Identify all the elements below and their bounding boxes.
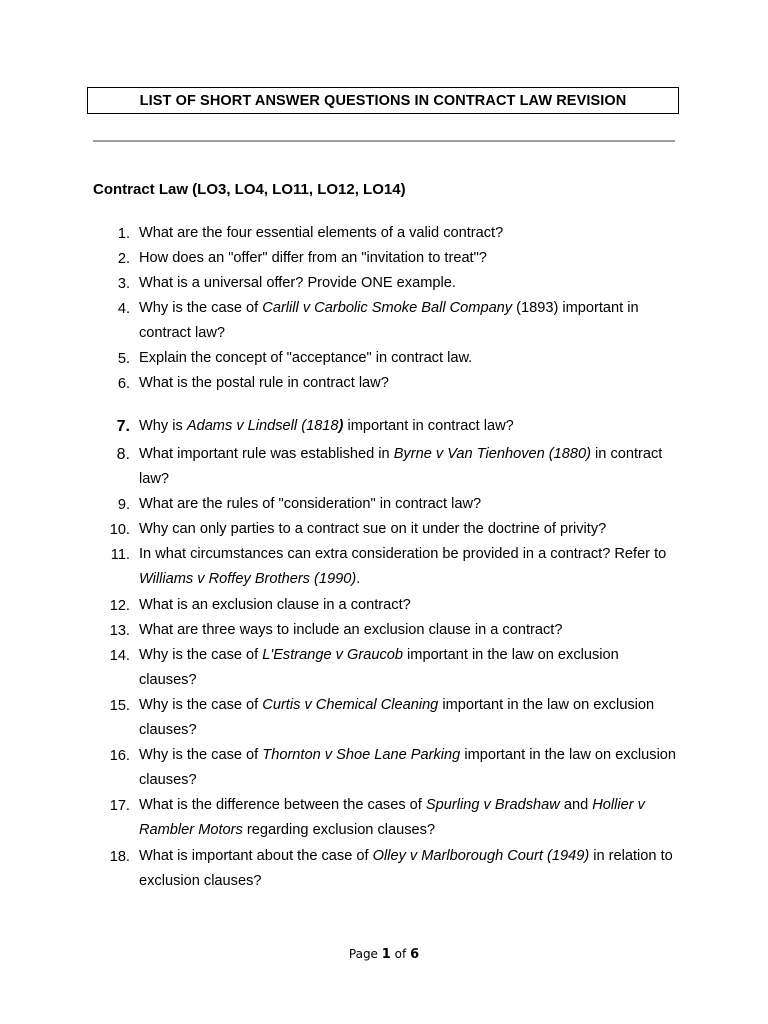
question-text-part: Why is bbox=[139, 418, 187, 434]
case-name: Spurling v Bradshaw bbox=[425, 797, 560, 813]
question-text-part: Explain the concept of "acceptance" in contract law. bbox=[139, 350, 473, 366]
case-name: ) bbox=[338, 418, 344, 434]
question-number: 1. bbox=[117, 226, 130, 242]
question-text-part: and bbox=[559, 797, 593, 813]
question-number: 2. bbox=[117, 251, 130, 267]
question-number: 5. bbox=[117, 351, 130, 367]
question-number: 3. bbox=[117, 276, 130, 292]
question-text bbox=[139, 346, 679, 371]
question-number: 16. bbox=[109, 748, 130, 764]
question-text bbox=[139, 743, 679, 793]
of-label: of bbox=[394, 947, 407, 961]
question-text-part: important in contract law? bbox=[343, 418, 514, 434]
question-text bbox=[139, 593, 679, 618]
question-number: 10. bbox=[109, 522, 130, 538]
question-text-part: What is an exclusion clause in a contract? bbox=[139, 597, 411, 613]
section-heading: Contract Law (LO3, LO4, LO11, LO12, LO14) bbox=[93, 181, 406, 198]
question-text-part: What is the difference between the cases of bbox=[139, 797, 426, 813]
case-name: Carlill v Carbolic Smoke Ball Company bbox=[262, 300, 513, 316]
page-current: 1 bbox=[381, 947, 391, 962]
question-text-part: important in the law on exclusion clauses? bbox=[139, 647, 619, 688]
question-text-part: What is the postal rule in contract law? bbox=[139, 375, 389, 391]
question-text-part: How does an "offer" differ from an "invitation to treat"? bbox=[139, 250, 487, 266]
question-text-part: In what circumstances can extra consideration be provided in a contract? Refer to bbox=[139, 546, 667, 562]
question-text-part: What is important about the case of bbox=[139, 848, 373, 864]
question-number: 13. bbox=[109, 623, 130, 639]
question-text-part: Why is the case of bbox=[139, 647, 263, 663]
question-text-part: regarding exclusion clauses? bbox=[242, 822, 436, 838]
question-text-part: important in the law on exclusion clauses? bbox=[139, 697, 655, 738]
question-text-part: (1893) important in contract law? bbox=[139, 300, 639, 341]
question-text bbox=[139, 371, 679, 396]
question-text bbox=[139, 442, 679, 492]
question-text bbox=[139, 542, 679, 592]
question-text-part: Why can only parties to a contract sue on it under the doctrine of privity? bbox=[139, 521, 607, 537]
question-number: 14. bbox=[109, 648, 130, 664]
case-name: Hollier v Rambler Motors bbox=[139, 797, 645, 838]
question-text-part: in contract law? bbox=[139, 446, 663, 487]
case-name: L'Estrange v Graucob bbox=[262, 647, 403, 663]
question-number: 8. bbox=[116, 446, 130, 463]
question-text bbox=[139, 793, 679, 843]
question-number: 17. bbox=[109, 798, 130, 814]
question-text bbox=[139, 693, 679, 743]
page-total: 6 bbox=[410, 947, 420, 962]
question-number: 7. bbox=[116, 418, 130, 435]
question-text bbox=[139, 643, 679, 693]
question-text-part: What are the rules of "consideration" in contract law? bbox=[139, 496, 482, 512]
question-text-part: Why is the case of bbox=[139, 747, 263, 763]
question-number: 15. bbox=[109, 698, 130, 714]
question-text-part: What important rule was established in bbox=[139, 446, 394, 462]
case-name: Adams v Lindsell (1818 bbox=[186, 418, 339, 434]
question-text-part: . bbox=[356, 571, 361, 587]
question-text bbox=[139, 246, 679, 271]
question-text bbox=[139, 221, 679, 246]
case-name: Byrne v Van Tienhoven (1880) bbox=[393, 446, 591, 462]
question-text-part: What are three ways to include an exclusion clause in a contract? bbox=[139, 622, 563, 638]
case-name: Williams v Roffey Brothers (1990) bbox=[139, 571, 357, 587]
document-title bbox=[87, 87, 679, 114]
horizontal-divider bbox=[93, 140, 675, 142]
question-text-part: in relation to exclusion clauses? bbox=[139, 848, 673, 889]
question-number: 4. bbox=[117, 301, 130, 317]
question-number: 9. bbox=[117, 497, 130, 513]
question-text-part: Why is the case of bbox=[139, 697, 263, 713]
question-number: 6. bbox=[117, 376, 130, 392]
case-name: Curtis v Chemical Cleaning bbox=[262, 697, 439, 713]
question-number: 12. bbox=[109, 598, 130, 614]
question-text bbox=[139, 271, 679, 296]
case-name: Olley v Marlborough Court (1949) bbox=[372, 848, 590, 864]
question-number: 18. bbox=[109, 849, 130, 865]
question-text bbox=[139, 296, 679, 346]
page-label: Page bbox=[348, 947, 378, 961]
document-title-text: LIST OF SHORT ANSWER QUESTIONS IN CONTRACT LAW REVISION bbox=[139, 92, 627, 109]
question-text-part: important in the law on exclusion clauses? bbox=[139, 747, 677, 788]
question-text-part: What is a universal offer? Provide ONE example. bbox=[139, 275, 456, 291]
question-number: 11. bbox=[110, 547, 130, 563]
page-footer bbox=[0, 947, 768, 962]
case-name: Thornton v Shoe Lane Parking bbox=[262, 747, 461, 763]
question-text bbox=[139, 618, 679, 643]
question-text-part: Why is the case of bbox=[139, 300, 263, 316]
question-text-part: What are the four essential elements of a valid contract? bbox=[139, 225, 504, 241]
question-text bbox=[139, 414, 679, 439]
question-text bbox=[139, 492, 679, 517]
question-text bbox=[139, 517, 679, 542]
question-text bbox=[139, 844, 679, 894]
